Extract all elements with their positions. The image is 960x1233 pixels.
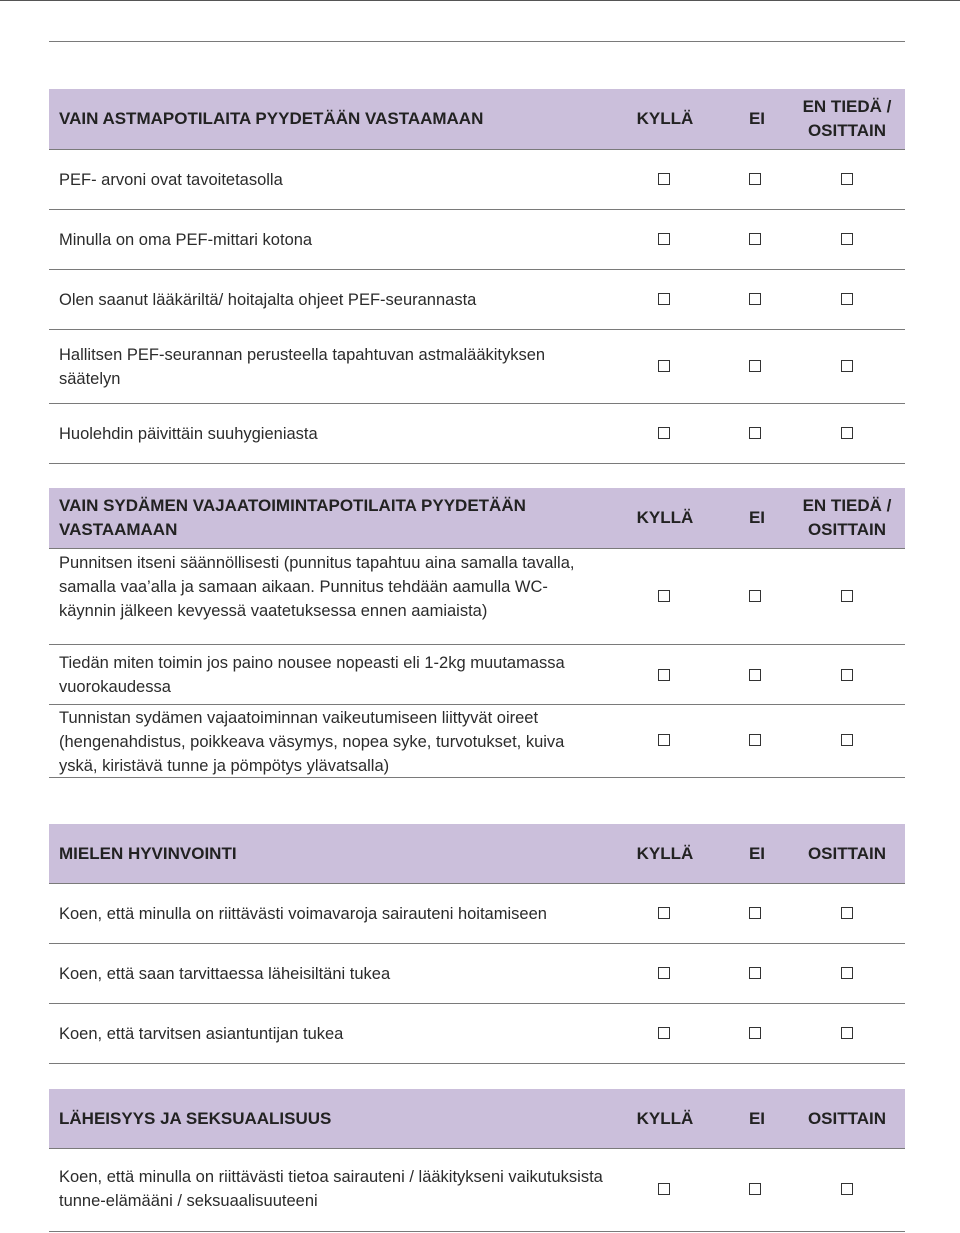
checkbox-yes[interactable] xyxy=(658,293,670,305)
checkbox-no[interactable] xyxy=(749,907,761,919)
section-mental-wellbeing xyxy=(49,824,905,1064)
question-text: Koen, että saan tarvittaessa läheisiltäni tukea xyxy=(59,965,391,983)
checkbox-other[interactable] xyxy=(841,734,853,746)
checkbox-yes[interactable] xyxy=(658,173,670,185)
checkbox-yes[interactable] xyxy=(658,1027,670,1039)
checkbox-other[interactable] xyxy=(841,1027,853,1039)
question-row xyxy=(49,549,905,645)
col-other-label: EN TIEDÄ / OSITTAIN xyxy=(802,496,892,539)
col-other-label: OSITTAIN xyxy=(807,1109,887,1128)
question-row xyxy=(49,210,905,270)
question-row xyxy=(49,330,905,404)
section-header xyxy=(49,488,905,549)
section-title: LÄHEISYYS JA SEKSUAALISUUS xyxy=(59,1109,332,1128)
checkbox-other[interactable] xyxy=(841,293,853,305)
divider xyxy=(49,41,905,42)
question-text: Koen, että tarvitsen asiantuntijan tukea xyxy=(59,1025,344,1043)
section-intimacy-sexuality xyxy=(49,1089,905,1232)
section-asthma xyxy=(49,89,905,464)
col-yes-label: KYLLÄ xyxy=(636,844,694,863)
question-row xyxy=(49,645,905,705)
checkbox-no[interactable] xyxy=(749,590,761,602)
question-row xyxy=(49,404,905,464)
question-row xyxy=(49,1004,905,1064)
col-other-label: EN TIEDÄ / OSITTAIN xyxy=(802,97,892,140)
section-header xyxy=(49,824,905,884)
question-text: Tunnistan sydämen vajaatoiminnan vaikeutumiseen liittyvät oireet (hengenahdistus, poikkeava väsymys, nopea syke, turvotukset, kuiva yskä, kiristävä tunne ja pömpötys ylävatsalla) xyxy=(59,709,565,775)
question-text: PEF- arvoni ovat tavoitetasolla xyxy=(59,171,283,189)
checkbox-yes[interactable] xyxy=(658,427,670,439)
section-title: VAIN SYDÄMEN VAJAATOIMINTAPOTILAITA PYYDETÄÄN VASTAAMAAN xyxy=(59,496,526,539)
question-text: Punnitsen itseni säännöllisesti (punnitus tapahtuu aina samalla tavalla, samalla vaa’alla ja samaan aikaan. Punnitus tehdään aamulla WC-käynnin jälkeen kevyessä vaatetuksessa ennen aamiaista) xyxy=(59,554,575,620)
col-no-label: EI xyxy=(748,508,766,527)
question-text: Hallitsen PEF-seurannan perusteella tapahtuvan astmalääkityksen säätelyn xyxy=(59,346,546,388)
question-text: Huolehdin päivittäin suuhygieniasta xyxy=(59,425,318,443)
checkbox-yes[interactable] xyxy=(658,734,670,746)
checkbox-yes[interactable] xyxy=(658,907,670,919)
checkbox-other[interactable] xyxy=(841,173,853,185)
question-text: Koen, että minulla on riittävästi tietoa sairauteni / lääkitykseni vaikutuksista tunne-elämääni / seksuaalisuuteeni xyxy=(59,1168,603,1210)
checkbox-other[interactable] xyxy=(841,669,853,681)
col-yes-label: KYLLÄ xyxy=(636,109,694,128)
checkbox-no[interactable] xyxy=(749,669,761,681)
question-row xyxy=(49,1149,905,1232)
checkbox-other[interactable] xyxy=(841,967,853,979)
col-yes-label: KYLLÄ xyxy=(636,508,694,527)
checkbox-yes[interactable] xyxy=(658,1183,670,1195)
question-row xyxy=(49,884,905,944)
section-title: MIELEN HYVINVOINTI xyxy=(59,844,237,863)
checkbox-no[interactable] xyxy=(749,427,761,439)
col-no-label: EI xyxy=(748,109,766,128)
question-row xyxy=(49,705,905,778)
checkbox-other[interactable] xyxy=(841,907,853,919)
checkbox-no[interactable] xyxy=(749,233,761,245)
col-other-label: OSITTAIN xyxy=(807,844,887,863)
checkbox-no[interactable] xyxy=(749,360,761,372)
section-header xyxy=(49,1089,905,1149)
question-text: Koen, että minulla on riittävästi voimavaroja sairauteni hoitamiseen xyxy=(59,905,547,923)
checkbox-yes[interactable] xyxy=(658,967,670,979)
section-header xyxy=(49,89,905,150)
col-no-label: EI xyxy=(748,1109,766,1128)
checkbox-no[interactable] xyxy=(749,173,761,185)
question-text: Tiedän miten toimin jos paino nousee nopeasti eli 1-2kg muutamassa vuorokaudessa xyxy=(59,654,565,696)
checkbox-other[interactable] xyxy=(841,360,853,372)
checkbox-no[interactable] xyxy=(749,1183,761,1195)
checkbox-no[interactable] xyxy=(749,1027,761,1039)
checkbox-yes[interactable] xyxy=(658,669,670,681)
question-row xyxy=(49,150,905,210)
checkbox-no[interactable] xyxy=(749,967,761,979)
question-text: Olen saanut lääkäriltä/ hoitajalta ohjeet PEF-seurannasta xyxy=(59,291,477,309)
checkbox-other[interactable] xyxy=(841,427,853,439)
col-yes-label: KYLLÄ xyxy=(636,1109,694,1128)
checkbox-no[interactable] xyxy=(749,734,761,746)
checkbox-no[interactable] xyxy=(749,293,761,305)
checkbox-other[interactable] xyxy=(841,1183,853,1195)
checkbox-yes[interactable] xyxy=(658,590,670,602)
checkbox-yes[interactable] xyxy=(658,233,670,245)
section-heart-failure xyxy=(49,488,905,778)
section-title: VAIN ASTMAPOTILAITA PYYDETÄÄN VASTAAMAAN xyxy=(59,109,484,128)
checkbox-other[interactable] xyxy=(841,233,853,245)
col-no-label: EI xyxy=(748,844,766,863)
question-row xyxy=(49,944,905,1004)
question-row xyxy=(49,270,905,330)
top-border xyxy=(0,0,960,1)
checkbox-other[interactable] xyxy=(841,590,853,602)
checkbox-yes[interactable] xyxy=(658,360,670,372)
question-text: Minulla on oma PEF-mittari kotona xyxy=(59,231,313,249)
